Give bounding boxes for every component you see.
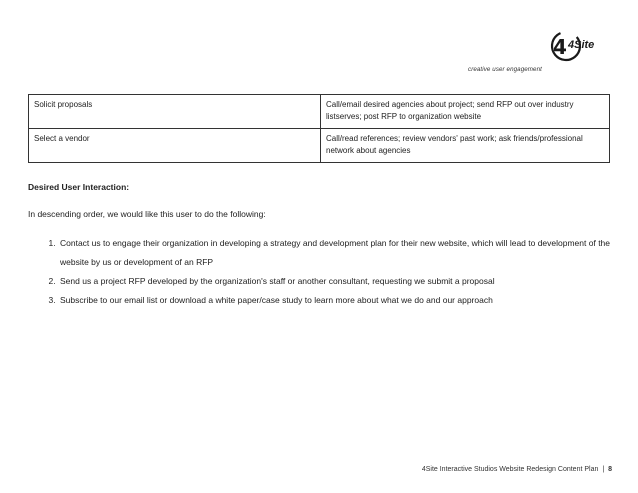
- brand-tagline: creative user engagement: [468, 66, 542, 73]
- brand-logo: [468, 27, 595, 77]
- list-item: 1. Contact us to engage their organization in developing a strategy and development plan for their new website, which will lead to development of the website by us or development of an RFP: [58, 234, 638, 272]
- svg-text:4: 4: [553, 35, 567, 59]
- table-row: [29, 129, 610, 163]
- table-cell-detail: Call/read references; review vendors' past work; ask friends/professional network about agencies: [321, 129, 610, 163]
- page-footer: [422, 466, 612, 473]
- user-tasks-table: [28, 94, 610, 163]
- page-number: 8: [608, 466, 612, 473]
- footer-text: 4Site Interactive Studios Website Redesign Content Plan: [421, 466, 599, 473]
- table-row: [29, 95, 610, 129]
- footer-separator: |: [602, 466, 605, 473]
- desired-actions-list: [28, 234, 638, 310]
- table-cell-detail: Call/email desired agencies about project; send RFP out over industry listserves; post RFP to organization website: [321, 95, 610, 129]
- list-item: 2. Send us a project RFP developed by the organization's staff or another consultant, requesting we submit a proposal: [58, 272, 638, 291]
- section-heading: Desired User Interaction:: [28, 182, 130, 192]
- logo-wordmark: 4Site: [568, 39, 595, 51]
- table-cell-task: Select a vendor: [29, 129, 321, 163]
- intro-paragraph: In descending order, we would like this user to do the following:: [28, 209, 266, 219]
- table-cell-task: Solicit proposals: [29, 95, 321, 129]
- list-item: 3. Subscribe to our email list or download a white paper/case study to learn more about what we do and our approach: [58, 291, 638, 310]
